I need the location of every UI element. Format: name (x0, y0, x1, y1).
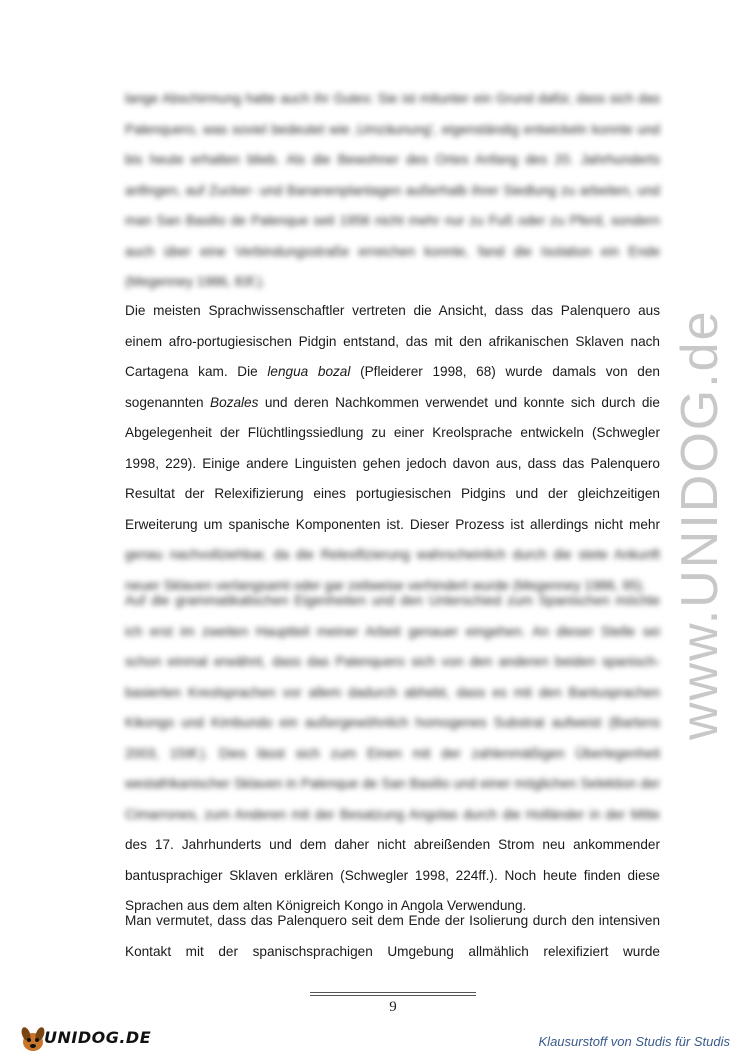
text-line: des 17. Jahrhunderts und dem daher nicht abreißenden Strom neu ankommender (125, 837, 660, 852)
blurred-paragraph-top (125, 84, 660, 298)
text-line: neuer Sklaven verlangsamt oder gar zeitweise verhindert wurde (Megenney 1986, 95). (125, 577, 646, 593)
text-line: Cimarrones, zum Anderen mit der Besatzung Angolas durch die Holländer in der Mitte (125, 806, 660, 822)
text-line: sogenannten Bozales und deren Nachkommen verwendet und konnte sich durch die (125, 394, 660, 410)
footer-rule (310, 992, 476, 998)
text-line: bantusprachiger Sklaven erklären (Schwegler 1998, 224ff.). Noch heute finden diese (125, 867, 660, 883)
footer-slogan: Klausurstoff von Studis für Studis (538, 1034, 730, 1049)
text-line: basierten Kreolsprachen vor allem dadurch abhebt, dass es mit den Bantusprachen (125, 684, 660, 700)
text-line: Die meisten Sprachwissenschaftler vertreten die Ansicht, dass das Palenquero aus (125, 303, 660, 318)
watermark (655, 270, 745, 750)
text-line: ich erst im zweiten Hauptteil meiner Arbeit genauer eingehen. An dieser Stelle sei (125, 623, 660, 639)
text-line: Erweiterung um spanische Komponenten ist. Dieser Prozess ist allerdings nicht mehr (125, 516, 660, 532)
text-line: Man vermutet, dass das Palenquero seit dem Ende der Isolierung durch den intensiven (125, 913, 660, 928)
paragraph-relexification (125, 906, 660, 967)
text-line: lange Abschirmung hatte auch ihr Gutes: Sie ist mitunter ein Grund dafür, dass sich das (125, 91, 660, 106)
text-line: Kontakt mit der spanischsprachigen Umgebung allmählich relexifiziert wurde (125, 943, 660, 959)
text-line: Palenquero, was soviel bedeutet wie ‚Umzäunung', eigenständig entwickeln konnte und (125, 121, 660, 137)
text-line: Sprachen aus dem alten Königreich Kongo in Angola Verwendung. (125, 898, 527, 913)
text-line: man San Basilio de Palenque seit 1956 nicht mehr nur zu Fuß oder zu Pferd, sondern (125, 213, 660, 228)
text-line: Resultat der Relexifizierung eines portugiesischen Pidgins und der gleichzeitigen (125, 486, 660, 501)
text-line: (Megenney 1986, 83f.). (125, 274, 266, 289)
text-line: schon einmal erwähnt, dass das Palenquero sich von den anderen beiden spanisch- (125, 654, 660, 669)
page-number: 9 (389, 999, 397, 1015)
text-line: anfingen, auf Zucker- und Bananenplantagen außerhalb ihrer Siedlung zu arbeiten, und (125, 182, 660, 198)
paragraph-origin (125, 296, 660, 540)
blurred-paragraph-grammar (125, 586, 660, 830)
text-line: genau nachvollziehbar, da die Relexifizierung wahrscheinlich durch die stete Ankunft (125, 547, 660, 562)
text-line: Kikongo und Kimbundo ein außergewöhnlich homogenes Substrat aufweist (Bartens (125, 715, 660, 730)
text-line: Cartagena kam. Die lengua bozal (Pfleiderer 1998, 68) wurde damals von den (125, 364, 660, 379)
text-line: einem afro-portugiesischen Pidgin entstand, das mit den afrikanischen Sklaven nach (125, 333, 660, 349)
text-line: Auf die grammatikalischen Eigenheiten und den Unterschied zum Spanischen möchte (125, 593, 660, 608)
text-line: 1998, 229). Einige andere Linguisten gehen jedoch davon aus, dass das Palenquero (125, 455, 660, 471)
text-line: Abgelegenheit der Flüchtlingssiedlung zu einer Kreolsprache entwickeln (Schwegler (125, 425, 660, 440)
logo-text: UNIDOG.DE (44, 1028, 152, 1047)
text-line: westafrikanischer Sklaven in Palenque de San Basilio und einer möglichen Selektion der (125, 776, 660, 791)
watermark-text: www.UNIDOG.de (671, 309, 729, 740)
text-line: 2003, 159f.). Dies lässt sich zum Einen mit der zahlenmäßigen Überlegenheit (125, 745, 660, 761)
text-line: bis heute erhalten blieb. Als die Bewohner des Ortes Anfang des 20. Jahrhunderts (125, 152, 660, 167)
text-line: auch über eine Verbindungsstraße erreichen konnte, fand die Isolation ein Ende (125, 243, 660, 259)
